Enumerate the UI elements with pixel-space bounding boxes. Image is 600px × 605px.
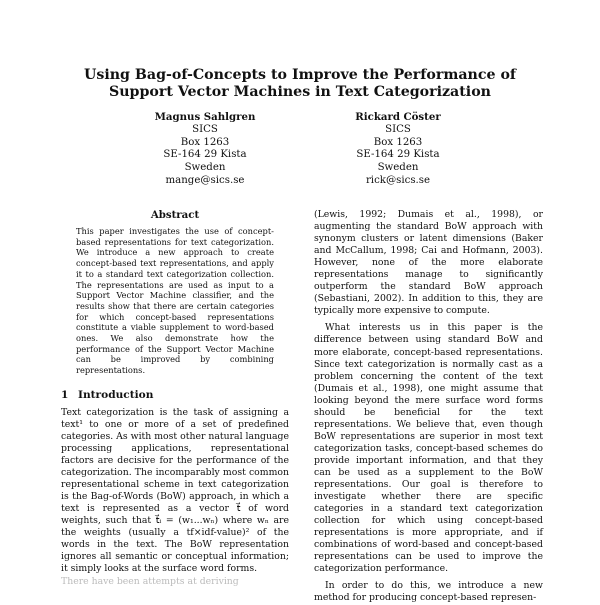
author-block-sahlgren <box>120 111 290 188</box>
author-block-coster <box>313 111 483 188</box>
intro-paragraph-1-continued: (Lewis, 1992; Dumais et al., 1998), or augmenting the standard BoW approach with synonym clusters or latent dimensions (Baker and McCallum, 1998; Cai and Hofmann, 2003). However, none of the more elaborate representations manage to significantly outperform the standard BoW approach (Sebastiani, 2002). In addition to this, they are typically more expensive to compute. <box>314 209 543 317</box>
intro-paragraph-2: What interests us in this paper is the difference between using standard BoW and more elaborate, concept-based representations. Since text categorization is normally cast as a problem concerning the content of the text (Dumais et al., 1998), one might assume that looking beyond the mere surface word forms should be beneficial for the text representations. We believe that, even though BoW representations are superior in most text categorization tasks, concept-based schemes do provide important information, and that they can be used as a supplement to the BoW representations. Our goal is therefore to investigate whether there are specific categories in a standard text categorization collection for which using concept-based representations is more appropriate, and if combinations of word-based and concept-based representations can be used to improve the categorization performance. <box>314 322 543 575</box>
author-name: Magnus Sahlgren <box>154 111 256 123</box>
section-heading-introduction <box>61 389 289 402</box>
author-country: Sweden <box>184 162 226 174</box>
intro-paragraph-1: Text categorization is the task of assigning a text¹ to one or more of a set of predefined categories. As with most other natural language processing applications, representational factors are decisive for the performance of the categorization. The incomparably most common representational scheme in text categorization is the Bag-of-Words (BoW) approach, in which a text is represented as a vector t⃗ of word weights, such that t⃗ᵢ = (w₁...wₙ) where wₙ are the weights (usually a tf×idf-value)² of the words in the text. The BoW representation ignores all semantic or conceptual information; it simply looks at the surface word forms. <box>61 406 289 575</box>
author-city: SE-164 29 Kista <box>356 149 440 161</box>
author-name: Rickard Cöster <box>355 111 441 123</box>
intro-paragraph-3: In order to do this, we introduce a new method for producing concept-based represen- <box>314 580 543 604</box>
left-column <box>61 209 289 588</box>
intro-paragraph-1-cut-line: There have been attempts at deriving <box>61 575 239 587</box>
author-email: mange@sics.se <box>165 174 245 186</box>
author-org: SICS <box>192 123 218 135</box>
author-city: SE-164 29 Kista <box>163 149 247 161</box>
abstract-text: This paper investigates the use of concept-based representations for text categorization. We introduce a new approach to create concept-based text representations, and apply it to a standard text categorization collection. The representations are used as input to a Support Vector Machine classifier, and the results show that there are certain categories for which concept-based representations constitute a viable supplement to word-based ones. We also demonstrate how the performance of the Support Vector Machine can be improved by combining representations. <box>76 226 274 376</box>
section-title: Introduction <box>78 388 154 401</box>
author-box: Box 1263 <box>373 136 423 148</box>
abstract-heading: Abstract <box>150 209 200 221</box>
author-org: SICS <box>385 123 411 135</box>
author-email: rick@sics.se <box>365 174 431 186</box>
right-column <box>314 209 543 605</box>
paper-title: Using Bag-of-Concepts to Improve the Performance of Support Vector Machines in Text Categorization <box>83 67 517 100</box>
author-box: Box 1263 <box>180 136 230 148</box>
author-country: Sweden <box>377 162 419 174</box>
section-number: 1 <box>61 388 69 401</box>
